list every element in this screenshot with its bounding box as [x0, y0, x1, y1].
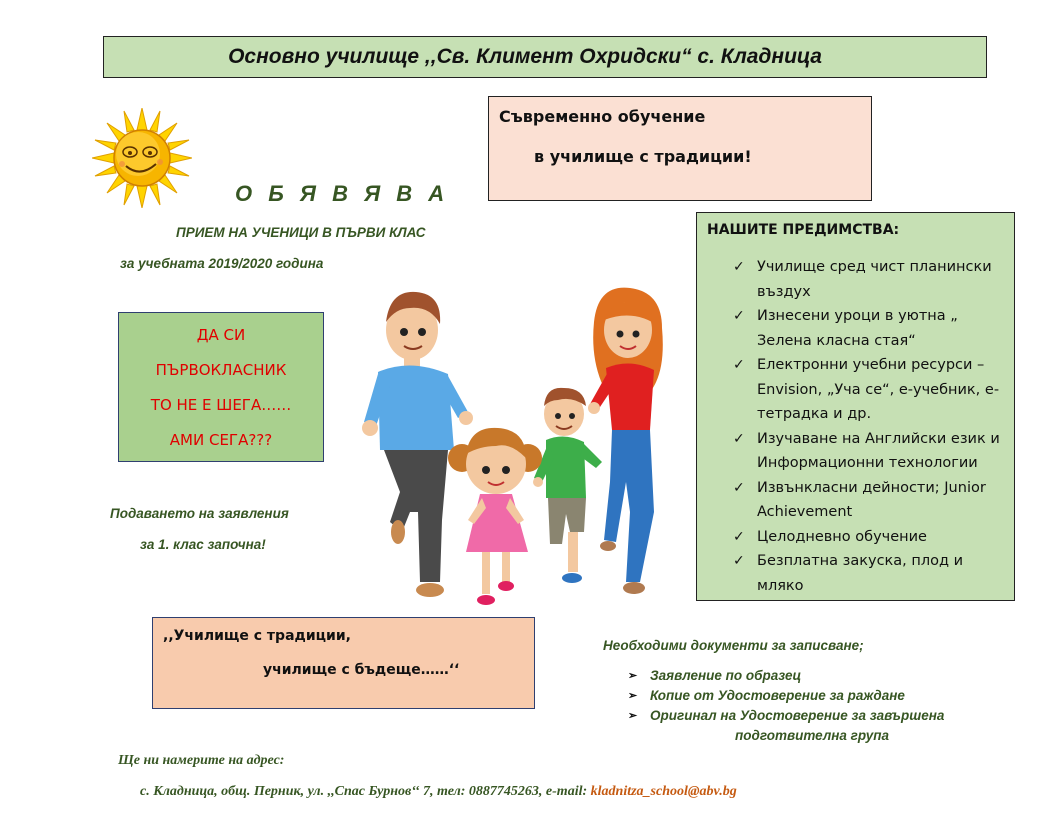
- arrow-bullet-icon: ➢: [628, 710, 638, 722]
- list-item: ✓ Извънкласни дейности; Junior Achievement: [733, 476, 1009, 525]
- email-link[interactable]: kladnitza_school@abv.bg: [590, 784, 737, 799]
- girl-figure: [448, 428, 542, 605]
- check-icon: ✓: [733, 528, 745, 545]
- slogan-line: ДА СИ: [196, 325, 246, 344]
- arrow-bullet-icon: ➢: [628, 690, 638, 702]
- advantages-title: НАШИТЕ ПРЕДИМСТВА:: [707, 222, 900, 238]
- school-year-text: за учебната 2019/2020 година: [120, 256, 324, 271]
- advantages-list: [733, 255, 1009, 598]
- list-item: ➢ Заявление по образец: [628, 666, 1028, 686]
- applications-text: Подаването на заявления: [110, 506, 289, 521]
- header-title-box: [103, 36, 987, 78]
- list-item: ✓ Безплатна закуска, плод и мляко: [733, 549, 1009, 598]
- applications-text-2: за 1. клас започна!: [140, 537, 266, 552]
- arrow-bullet-icon: ➢: [628, 670, 638, 682]
- modern-education-box: [488, 96, 872, 201]
- slogan-line: ТО НЕ Е ШЕГА……: [150, 395, 292, 414]
- list-item: ✓ Училище сред чист планински въздух: [733, 255, 1009, 304]
- check-icon: ✓: [733, 553, 745, 569]
- documents-title: Необходими документи за записване;: [603, 638, 864, 653]
- documents-list: [628, 666, 1028, 746]
- address-label: Ще ни намерите на адрес:: [118, 753, 285, 768]
- tradition-line-2: училище с бъдеще……‘‘: [263, 662, 460, 678]
- list-item: ✓ Електронни учебни ресурси – Envision, „Уча се“, е-учебник, е- тетрадка и др.: [733, 353, 1009, 427]
- address-line: [140, 784, 737, 800]
- sun-icon: [92, 108, 192, 208]
- boy-figure: [533, 388, 602, 583]
- modern-line-2: в училище с традиции!: [534, 147, 752, 166]
- list-item: ✓ Изучаване на Английски език и Информационни технологии: [733, 427, 1009, 476]
- advantages-box: [696, 212, 1015, 601]
- father-figure: [362, 292, 473, 597]
- admission-text: ПРИЕМ НА УЧЕНИЦИ В ПЪРВИ КЛАС: [176, 225, 426, 240]
- tradition-line-1: ,,Училище с традиции,: [163, 628, 351, 644]
- list-item: ➢ Копие от Удостоверение за раждане: [628, 686, 1028, 706]
- slogan-line: ПЪРВОКЛАСНИК: [155, 360, 287, 379]
- address-text: с. Кладница, общ. Перник, ул. ,,Спас Бурнов‘‘ 7, тел: 0887745263, e-mail:: [140, 784, 591, 799]
- tradition-box: [152, 617, 535, 709]
- modern-line-1: Съвременно обучение: [499, 107, 706, 126]
- slogan-box: [118, 312, 324, 462]
- mother-figure: [588, 288, 663, 594]
- slogan-line: АМИ СЕГА???: [169, 430, 273, 449]
- list-item: ✓ Целодневно обучение: [733, 525, 1009, 550]
- check-icon: ✓: [733, 259, 745, 275]
- check-icon: ✓: [733, 430, 745, 447]
- list-item: ➢ Оригинал на Удостоверение за завършена подготвителна група: [628, 708, 945, 743]
- check-icon: ✓: [733, 357, 745, 373]
- family-illustration: [350, 282, 680, 622]
- announcement-title: О Б Я В Я В А: [235, 181, 450, 206]
- page-title: Основно училище ,,Св. Климент Охридски“ с. Кладница: [228, 45, 822, 68]
- check-icon: ✓: [733, 308, 745, 324]
- list-item: ✓ Изнесени уроци в уютна „ Зелена класна стая“: [733, 304, 1009, 353]
- check-icon: ✓: [733, 479, 745, 496]
